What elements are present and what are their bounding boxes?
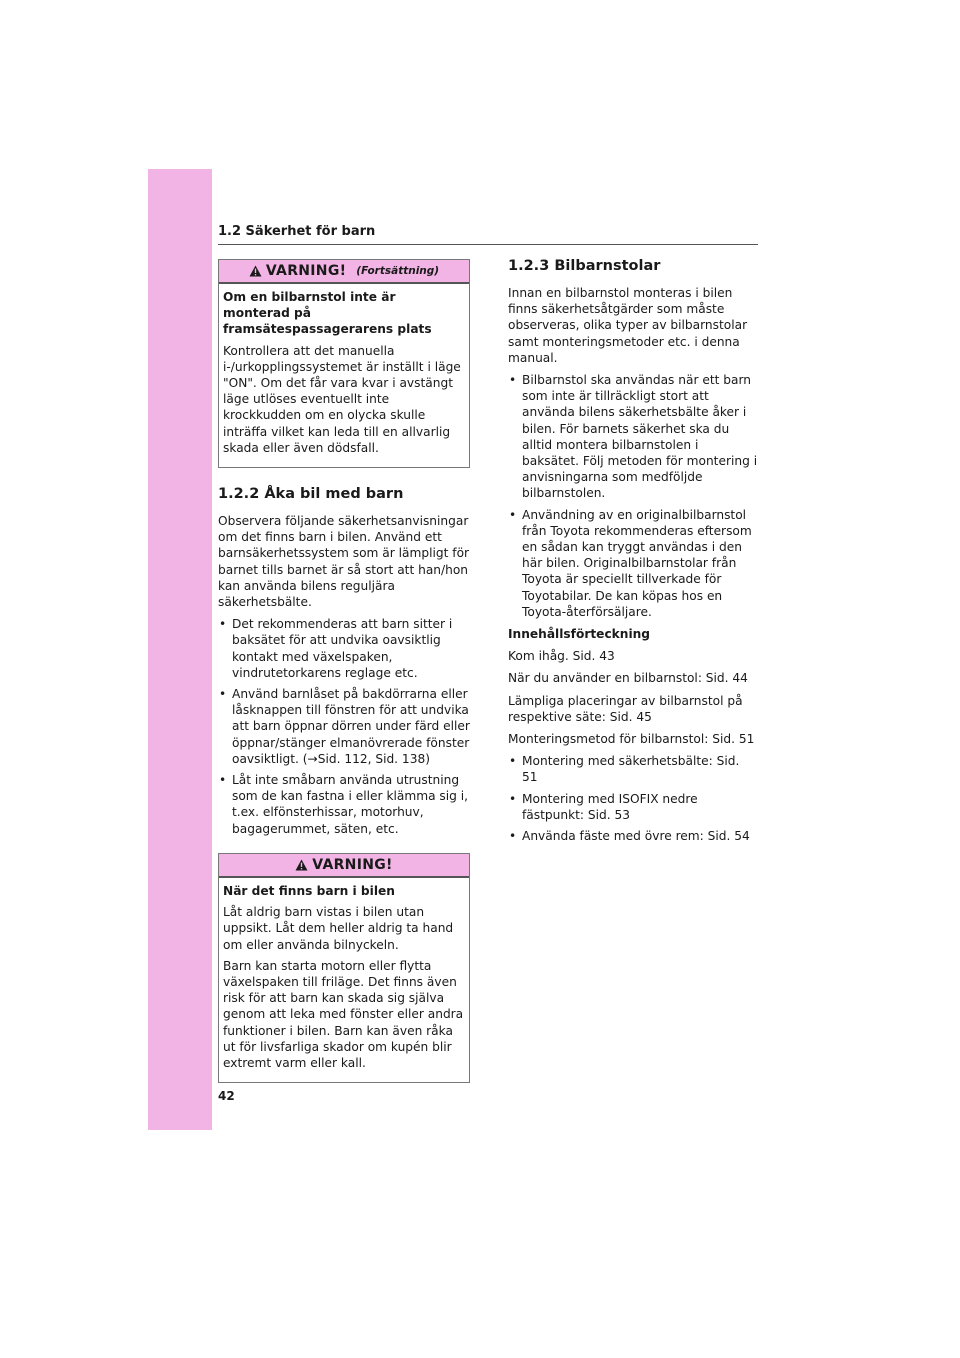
warning-triangle-icon: [249, 265, 262, 277]
intro-paragraph: Observera följande säkerhetsanvisningar om det finns barn i bilen. Använd ett barnsäkerhetssystem som är lämpligt för barnet tills barnet är så stort att han/hon kan använda bilens reguljära säkerhetsbälte.: [218, 514, 470, 610]
warning-triangle-icon: [295, 859, 308, 871]
warning-header: [219, 854, 469, 878]
warning-paragraph: Låt aldrig barn vistas i bilen utan uppsikt. Låt dem heller aldrig ta hand om eller använda bilnyckeln.: [223, 905, 454, 952]
warning-body: [219, 878, 469, 1082]
toc-entry: När du använder en bilbarnstol: Sid. 44: [508, 671, 748, 686]
section-header-title: 1.2 Säkerhet för barn: [218, 224, 376, 239]
toc-entry: Monteringsmetod för bilbarnstol: Sid. 51: [508, 732, 755, 747]
toc-title: Innehållsförteckning: [508, 627, 651, 642]
list-item: • Användning av en originalbilbarnstol från Toyota rekommenderas eftersom en sådan kan tryggt användas i den här bilen. Originalbilbarnstolar från Toyota är speciellt tillverkade för Toyotabilar. De kan köpas hos en Toyota-återförsäljare.: [508, 507, 758, 620]
toc-entry: Lämpliga placeringar av bilbarnstol på respektive säte: Sid. 45: [508, 693, 743, 724]
intro-paragraph: Innan en bilbarnstol monteras i bilen finns säkerhetsåtgärder som måste observeras, olika typer av bilbarnstolar samt monteringsmetoder etc. i denna manual.: [508, 286, 748, 365]
header-rule: [218, 244, 758, 245]
list-item: • Det rekommenderas att barn sitter i baksätet för att undvika oavsiktlig kontakt med växelspaken, vindrutetorkarens reglage etc.: [218, 616, 470, 681]
section-title-1-2-3: 1.2.3 Bilbarnstolar: [508, 258, 661, 274]
warning-paragraph: Barn kan starta motorn eller flytta växelspaken till friläge. Det finns även risk för att barn kan skada sig själva genom att leka med fönster eller andra funktioner i bilen. Barn kan även råka ut för livsfarliga skador om kupén blir extremt varm eller kall.: [223, 958, 464, 1070]
chapter-side-tab: [148, 169, 212, 1130]
toc-entry: Kom ihåg. Sid. 43: [508, 649, 615, 664]
warning-body: [219, 284, 469, 467]
list-item: • Montering med säkerhetsbälte: Sid. 51: [508, 753, 758, 785]
list-item: • Låt inte småbarn använda utrustning som de kan fastna i eller klämma sig i, t.ex. elfönsterhissar, motorhuv, bagagerummet, säten, etc.: [218, 772, 470, 837]
list-item: • Använda fäste med övre rem: Sid. 54: [508, 828, 758, 844]
safety-bullet-list: [218, 616, 470, 837]
list-item: • Bilbarnstol ska användas när ett barn som inte är tillräckligt stort att använda bilens säkerhetsbälte åker i bilen. För barnets säkerhet ska du alltid montera bilbarnstolen i baksätet. Följ metoden för montering i anvisningarna som medföljde bilbarnstolen.: [508, 372, 758, 502]
warning-continuation: (Fortsättning): [356, 264, 440, 277]
warning-title: VARNING!: [312, 856, 393, 873]
page-number: 42: [218, 1089, 235, 1103]
section-title-1-2-2: 1.2.2 Åka bil med barn: [218, 486, 404, 503]
warning-box-continued: [218, 259, 470, 468]
bullet-list: [508, 372, 758, 620]
warning-text: Kontrollera att det manuella i-/urkopplingssystemet är inställt i läge "ON". Om det får vara kvar i avstängt läge utlöses eventuellt inte krockkudden om en olycka skulle inträffa vilket kan leda till en allvarlig skada eller även dödsfall.: [223, 343, 461, 455]
warning-heading: När det finns barn i bilen: [223, 883, 395, 898]
warning-title: VARNING!: [265, 262, 347, 279]
left-column: [218, 259, 470, 1099]
warning-box: [218, 853, 470, 1083]
toc-sub-list: [508, 753, 758, 844]
list-item: • Använd barnlåset på bakdörrarna eller låsknappen till fönstren för att undvika att barn öppnar dörren under färd eller öppnar/stänger elmanövrerade fönster oavsiktligt. (→Sid. 112, Sid. 138): [218, 686, 470, 767]
list-item: • Montering med ISOFIX nedre fästpunkt: Sid. 53: [508, 791, 758, 823]
warning-heading: Om en bilbarnstol inte är monterad på framsätespassagerarens plats: [223, 290, 432, 337]
section-header: [218, 224, 758, 245]
warning-header: [219, 260, 469, 284]
right-column: [508, 256, 758, 850]
